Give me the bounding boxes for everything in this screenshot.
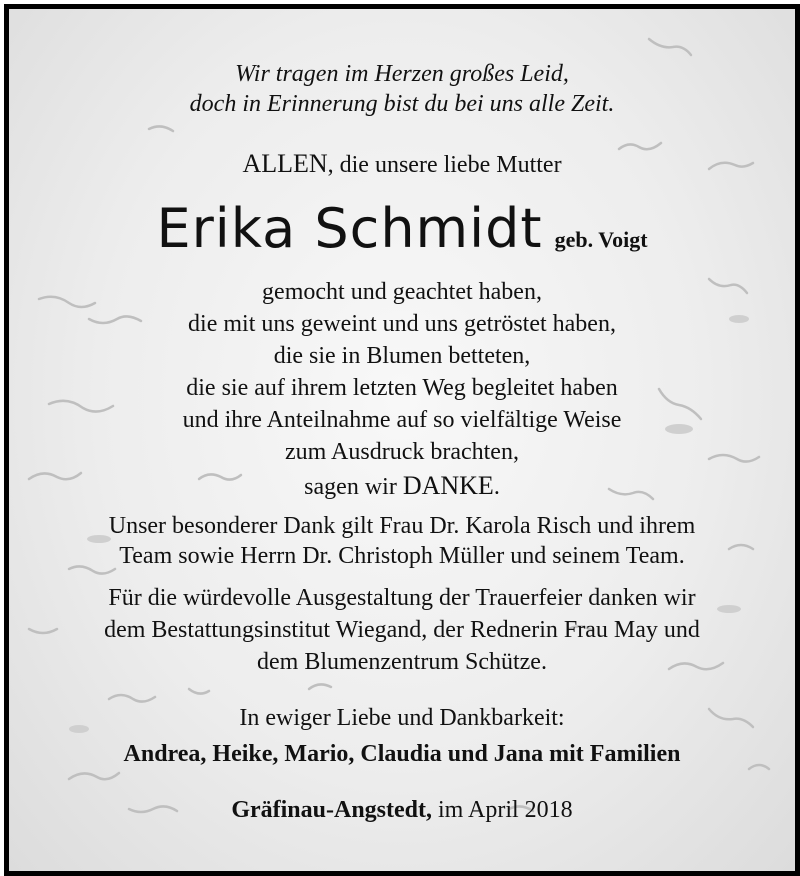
thanks-line: und ihre Anteilnahme auf so vielfältige Weise	[182, 407, 622, 433]
closing-line: In ewiger Liebe und Dankbarkeit:	[239, 705, 565, 731]
motto-line-2: doch in Erinnerung bist du bei uns alle Zeit.	[189, 91, 615, 117]
intro-rest: , die unsere liebe Mutter	[327, 152, 562, 178]
place: Gräfinau-Angstedt,	[231, 797, 432, 823]
motto-line-1: Wir tragen im Herzen großes Leid,	[235, 61, 569, 87]
thanks-line: die mit uns geweint und uns getröstet haben,	[188, 311, 616, 337]
intro-allen: ALLEN	[242, 149, 328, 178]
deceased-line	[9, 197, 795, 260]
danke-word: DANKE	[402, 471, 494, 500]
place-date-line	[9, 797, 795, 824]
obituary-card	[4, 4, 800, 876]
special-thanks-line: Unser besonderer Dank gilt Frau Dr. Karola Risch und ihrem	[108, 513, 696, 539]
date: im April 2018	[432, 797, 573, 823]
danke-line	[9, 471, 795, 501]
thanks-line: gemocht und geachtet haben,	[262, 279, 542, 305]
deceased-name: Erika Schmidt	[156, 197, 543, 260]
danke-suffix: .	[493, 474, 500, 500]
thanks-line: die sie auf ihrem letzten Weg begleitet haben	[186, 375, 618, 401]
funeral-thanks-line: dem Bestattungsinstitut Wiegand, der Rednerin Frau May und	[104, 617, 700, 643]
maiden-name: geb. Voigt	[554, 227, 648, 252]
family-names: Andrea, Heike, Mario, Claudia und Jana mit Familien	[123, 741, 681, 767]
danke-prefix: sagen wir	[304, 474, 403, 500]
funeral-thanks-line: Für die würdevolle Ausgestaltung der Trauerfeier danken wir	[108, 585, 696, 611]
intro-line	[9, 149, 795, 179]
thanks-line: zum Ausdruck brachten,	[285, 439, 519, 465]
special-thanks-line: Team sowie Herrn Dr. Christoph Müller und seinem Team.	[119, 543, 685, 569]
thanks-line: die sie in Blumen betteten,	[273, 343, 531, 369]
funeral-thanks-line: dem Blumenzentrum Schütze.	[257, 649, 547, 675]
